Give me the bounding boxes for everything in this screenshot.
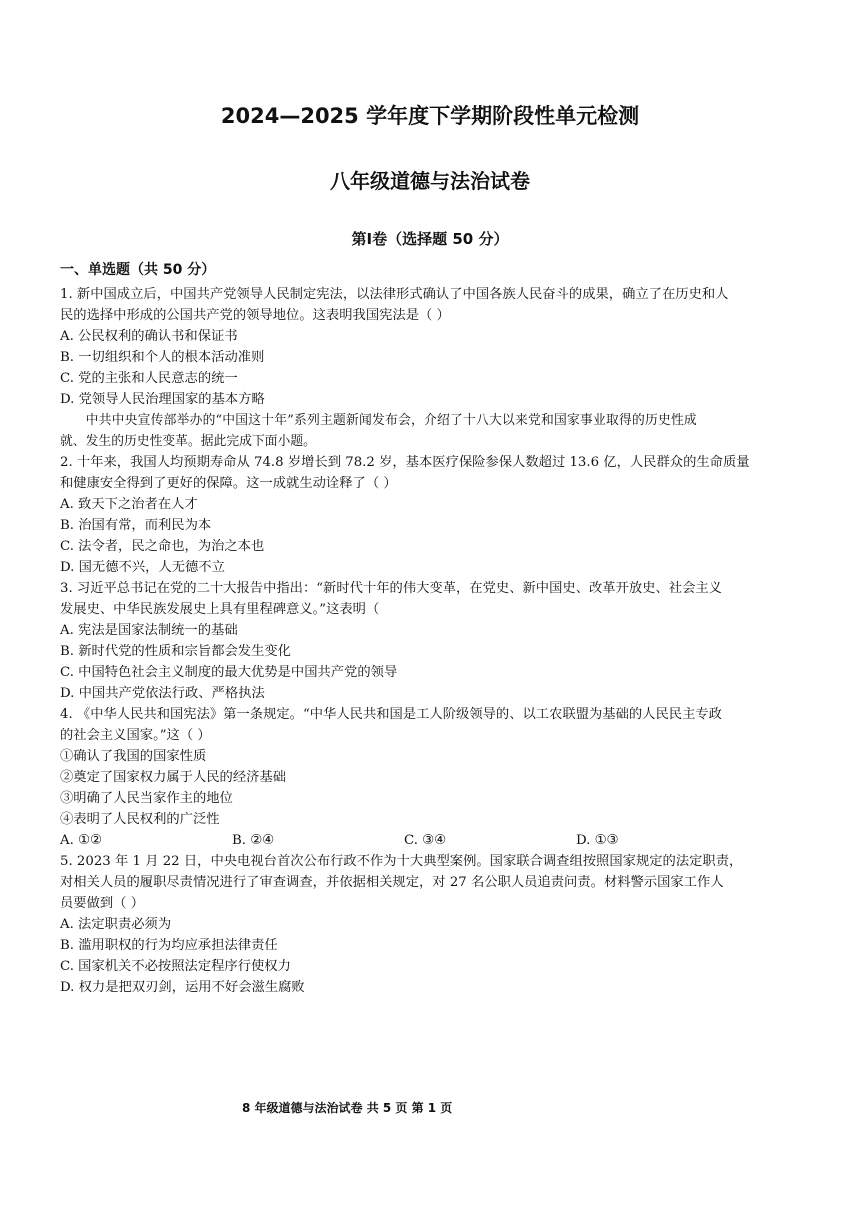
option-b: B. 治国有常，而利民为本 — [60, 518, 212, 533]
question-2 — [60, 452, 805, 578]
question-stem: 2. 十年来，我国人均预期寿命从 74.8 岁增长到 78.2 岁，基本医疗保险参保人数超过 13.6 亿，人民群众的生命质量 — [60, 455, 750, 470]
question-stem: 发展史、中华民族发展史上具有里程碑意义。”这表明（ — [60, 602, 380, 617]
question-stem: 的社会主义国家。”这（ ） — [60, 728, 211, 743]
option-c: C. 党的主张和人民意志的统一 — [60, 371, 238, 386]
question-stem: 3. 习近平总书记在党的二十大报告中指出：“新时代十年的伟大变革，在党史、新中国史、改革开放史、社会主义 — [60, 581, 722, 596]
option-b: B. 新时代党的性质和宗旨都会发生变化 — [60, 644, 291, 659]
statement-1: ①确认了我国的国家性质 — [60, 749, 207, 764]
question-stem: 1. 新中国成立后，中国共产党领导人民制定宪法，以法律形式确认了中国各族人民奋斗的成果，确立了在历史和人 — [60, 287, 729, 302]
statement-3: ③明确了人民当家作主的地位 — [60, 791, 233, 806]
option-d: D. 权力是把双刃剑，运用不好会滋生腐败 — [60, 980, 305, 995]
question-stem: 员要做到（ ） — [60, 896, 145, 911]
option-c: C. 国家机关不必按照法定程序行使权力 — [60, 959, 291, 974]
option-a: A. 法定职责必须为 — [60, 917, 172, 932]
exam-title: 2024—2025 学年度下学期阶段性单元检测 — [220, 104, 640, 128]
option-a: A. 致天下之治者在人才 — [60, 497, 198, 512]
option-a: A. 宪法是国家法制统一的基础 — [60, 623, 238, 638]
option-d: D. 党领导人民治理国家的基本方略 — [60, 392, 265, 407]
page-footer: 8 年级道德与法治试卷 共 5 页 第 1 页 — [242, 1101, 453, 1115]
option-a: A. 公民权利的确认书和保证书 — [60, 329, 238, 344]
question-content — [60, 258, 805, 998]
choice-row — [60, 830, 805, 851]
question-stem: 4. 《中华人民共和国宪法》第一条规定。“中华人民共和国是工人阶级领导的、以工农联盟为基础的人民民主专政 — [60, 707, 722, 722]
question-stem: 5. 2023 年 1 月 22 日，中央电视台首次公布行政不作为十大典型案例。国家联合调查组按照国家规定的法定职责， — [60, 854, 743, 869]
exam-subtitle: 八年级道德与法治试卷 — [330, 169, 530, 193]
question-4 — [60, 704, 805, 851]
question-5 — [60, 851, 805, 998]
option-d: D. 国无德不兴，人无德不立 — [60, 560, 225, 575]
statement-4: ④表明了人民权利的广泛性 — [60, 812, 220, 827]
part-heading: 第Ⅰ卷（选择题 50 分） — [351, 230, 509, 248]
question-stem: 对相关人员的履职尽责情况进行了审查调查，并依据相关规定，对 27 名公职人员追责问责。材料警示国家工作人 — [60, 875, 724, 890]
option-c: C. 法令者，民之命也，为治之本也 — [60, 539, 265, 554]
option-d: D. 中国共产党依法行政、严格执法 — [60, 686, 265, 701]
intro-text: 中共中央宣传部举办的“中国这十年”系列主题新闻发布会，介绍了十八大以来党和国家事业取得的历史性成 — [85, 413, 697, 428]
section-title: 一、单选题（共 50 分） — [60, 262, 216, 278]
option-b: B. 滥用职权的行为均应承担法律责任 — [60, 938, 278, 953]
choice-a: A. ①② — [60, 833, 102, 848]
material-intro — [60, 410, 805, 452]
choice-b: B. ②④ — [232, 833, 275, 848]
question-1 — [60, 284, 805, 410]
intro-text: 就、发生的历史性变革。据此完成下面小题。 — [60, 434, 316, 449]
question-stem: 民的选择中形成的公国共产党的领导地位。这表明我国宪法是（ ） — [60, 308, 450, 323]
statement-2: ②奠定了国家权力属于人民的经济基础 — [60, 770, 287, 785]
option-c: C. 中国特色社会主义制度的最大优势是中国共产党的领导 — [60, 665, 398, 680]
choice-c: C. ③④ — [404, 833, 446, 848]
question-3 — [60, 578, 805, 704]
option-b: B. 一切组织和个人的根本活动准则 — [60, 350, 265, 365]
choice-d: D. ①③ — [576, 833, 619, 848]
question-stem: 和健康安全得到了更好的保障。这一成就生动诠释了（ ） — [60, 476, 397, 491]
